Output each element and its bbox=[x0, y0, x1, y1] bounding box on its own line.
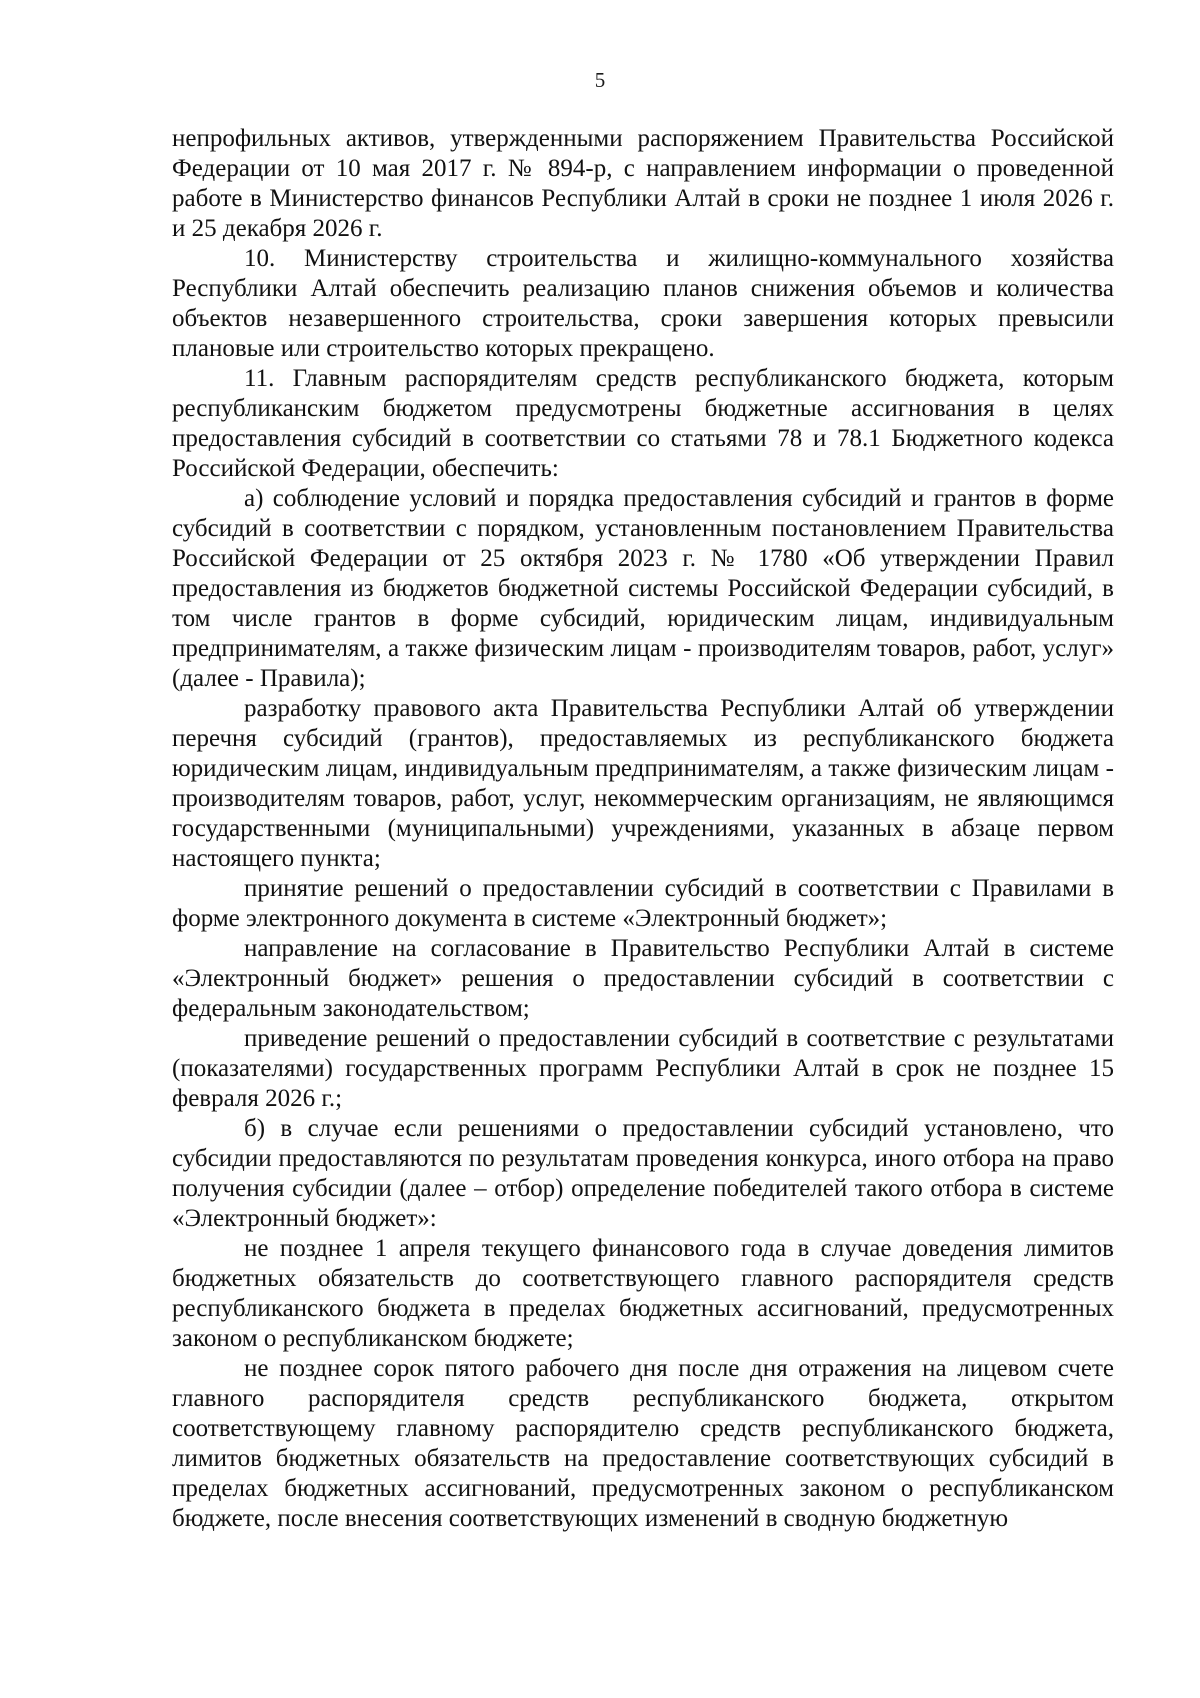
paragraph-subitem-b: б) в случае если решениями о предоставлении субсидий установлено, что субсидии предоставляются по результатам проведения конкурса, иного отбора на право получения субсидии (далее – отбор) определение победителей такого отбора в системе «Электронный бюджет»: bbox=[172, 1115, 1114, 1232]
paragraph-subitem-a-4: направление на согласование в Правительство Республики Алтай в системе «Электронный бюджет» решения о предоставлении субсидий в соответствии с федеральным законодательством; bbox=[172, 935, 1114, 1022]
document-body bbox=[172, 124, 1114, 1534]
paragraph-subitem-a: а) соблюдение условий и порядка предоставления субсидий и грантов в форме субсидий в соответствии с порядком, установленным постановлением Правительства Российской Федерации от 25 октября 2023 г. № 1780 «Об утверждении Правил предоставления из бюджетов бюджетной системы Российской Федерации субсидий, в том числе грантов в форме субсидий, юридическим лицам, индивидуальным предпринимателям, а также физическим лицам - производителям товаров, работ, услуг» (далее - Правила); bbox=[172, 485, 1114, 692]
paragraph-item-11: 11. Главным распорядителям средств республиканского бюджета, которым республиканским бюджетом предусмотрены бюджетные ассигнования в целях предоставления субсидий в соответствии со статьями 78 и 78.1 Бюджетного кодекса Российской Федерации, обеспечить: bbox=[172, 365, 1114, 482]
paragraph-item-10: 10. Министерству строительства и жилищно-коммунального хозяйства Республики Алтай обеспечить реализацию планов снижения объемов и количества объектов незавершенного строительства, сроки завершения которых превысили плановые или строительство которых прекращено. bbox=[172, 245, 1114, 362]
paragraph-subitem-a-5: приведение решений о предоставлении субсидий в соответствие с результатами (показателями) государственных программ Республики Алтай в срок не позднее 15 февраля 2026 г.; bbox=[172, 1025, 1114, 1112]
page-number: 5 bbox=[594, 68, 606, 92]
paragraph-continuation: непрофильных активов, утвержденными распоряжением Правительства Российской Федерации от 10 мая 2017 г. № 894-р, с направлением информации о проведенной работе в Министерство финансов Республики Алтай в сроки не позднее 1 июля 2026 г. и 25 декабря 2026 г. bbox=[172, 125, 1114, 242]
paragraph-subitem-a-3: принятие решений о предоставлении субсидий в соответствии с Правилами в форме электронного документа в системе «Электронный бюджет»; bbox=[172, 875, 1114, 932]
paragraph-subitem-b-2: не позднее 1 апреля текущего финансового года в случае доведения лимитов бюджетных обязательств до соответствующего главного распорядителя средств республиканского бюджета в пределах бюджетных ассигнований, предусмотренных законом о республиканском бюджете; bbox=[172, 1235, 1114, 1352]
paragraph-subitem-a-2: разработку правового акта Правительства Республики Алтай об утверждении перечня субсидий (грантов), предоставляемых из республиканского бюджета юридическим лицам, индивидуальным предпринимателям, а также физическим лицам - производителям товаров, работ, услуг, некоммерческим организациям, не являющимся государственными (муниципальными) учреждениями, указанных в абзаце первом настоящего пункта; bbox=[172, 695, 1114, 872]
paragraph-subitem-b-3: не позднее сорок пятого рабочего дня после дня отражения на лицевом счете главного распорядителя средств республиканского бюджета, открытом соответствующему главному распорядителю средств республиканского бюджета, лимитов бюджетных обязательств на предоставление соответствующих субсидий в пределах бюджетных ассигнований, предусмотренных законом о республиканском бюджете, после внесения соответствующих изменений в сводную бюджетную bbox=[172, 1355, 1114, 1532]
